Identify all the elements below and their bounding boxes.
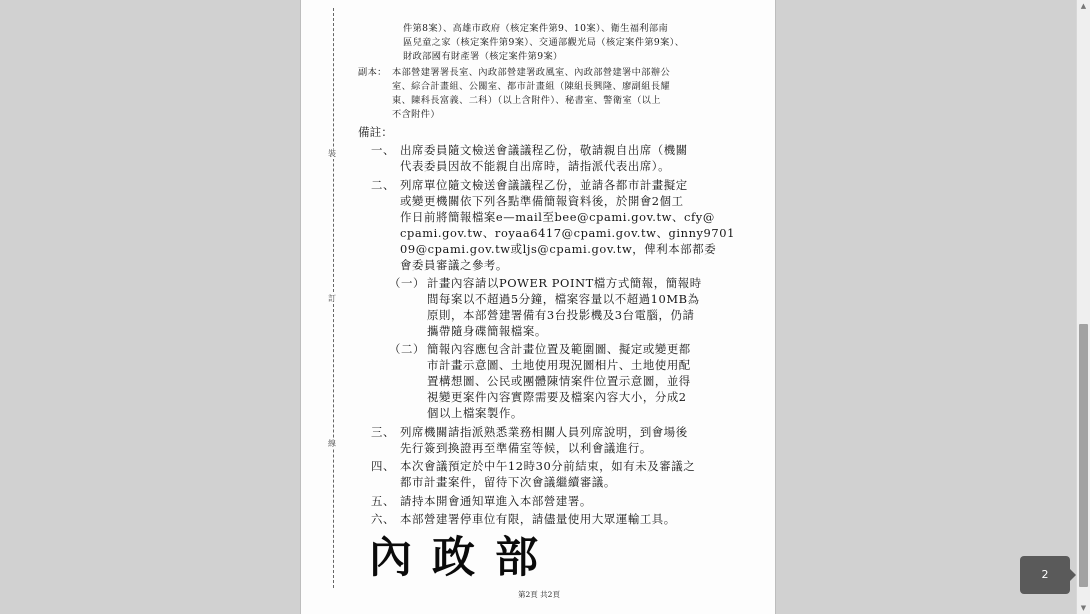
scroll-up-icon[interactable]: ▲ [1080, 2, 1087, 10]
note-1-line-2: 代表委員因故不能親自出席時，請指派代表出席）。 [400, 159, 671, 173]
note-6-number: 六、 [371, 512, 395, 526]
binding-mark-zhuang: 裝 [328, 149, 336, 158]
binding-mark-ding: 訂 [328, 294, 336, 303]
note-2-line-2: 或變更機關依下列各點準備簡報資料後，於開會2個工 [400, 194, 684, 208]
vertical-scrollbar[interactable] [1076, 0, 1090, 614]
page-footer: 第2頁 共2頁 [518, 590, 560, 599]
copy-line-2: 室、綜合計畫組、公關室、都市計畫組（陳組長興隆、廖副組長耀 [392, 81, 671, 92]
note-6-text: 本部營建署停車位有限，請儘量使用大眾運輸工具。 [400, 512, 676, 526]
ministry-seal: 內政部 [369, 533, 558, 583]
subitem-1-line-3: 原則，本部營建署備有3台投影機及3台電腦，仍請 [427, 308, 695, 322]
note-2-line-4: cpami.gov.tw、royaa6417@cpami.gov.tw、ginny9701 [400, 226, 735, 240]
subitem-1-line-1: 計畫內容請以POWER POINT檔方式簡報，簡報時 [427, 276, 702, 290]
subitem-2-number: （二） [389, 342, 425, 356]
copy-line-3: 東、陳科長富義、二科）（以上含附件）、秘書室、警衛室（以上 [392, 95, 661, 106]
recipient-line-2: 區兒童之家（核定案件第9案）、交通部觀光局（核定案件第9案）、 [403, 37, 685, 48]
note-5-number: 五、 [371, 494, 395, 508]
subitem-2-line-3: 置構想圖、公民或團體陳情案件位置示意圖，並得 [427, 374, 691, 388]
page-number-badge[interactable] [1020, 556, 1070, 594]
note-2-line-3: 作日前將簡報檔案e—mail至bee@cpami.gov.tw、cfy@ [400, 210, 715, 224]
page-number-value: 2 [1041, 568, 1049, 581]
subitem-1-line-4: 攜帶隨身碟簡報檔案。 [427, 324, 547, 338]
binding-mark-xian: 線 [328, 439, 336, 448]
subitem-2-line-1: 簡報內容應包含計畫位置及範圍圖、擬定或變更都 [427, 342, 691, 356]
note-3-number: 三、 [371, 425, 395, 439]
copy-label: 副本： [358, 67, 387, 78]
note-2-line-1: 列席單位隨文檢送會議議程乙份，並請各都市計畫擬定 [400, 178, 688, 192]
note-1-number: 一、 [371, 143, 395, 157]
copy-line-1: 本部營建署署長室、內政部營建署政風室、內政部營建署中部辦公 [392, 67, 671, 78]
notes-label: 備註： [358, 125, 393, 139]
document-page [300, 0, 776, 614]
note-3-line-1: 列席機關請指派熟悉業務相關人員列席說明，到會場後 [400, 425, 688, 439]
subitem-1-line-2: 間每案以不超過5分鐘，檔案容量以不超過10MB為 [427, 292, 700, 306]
note-1-line-1: 出席委員隨文檢送會議議程乙份，敬請親自出席（機關 [400, 143, 688, 157]
note-4-number: 四、 [371, 459, 395, 473]
subitem-2-line-5: 個以上檔案製作。 [427, 406, 523, 420]
scrollbar-thumb[interactable] [1079, 324, 1088, 587]
copy-line-4: 不含附件） [392, 109, 440, 120]
arrow-right-icon [1070, 569, 1076, 581]
note-3-line-2: 先行簽到換證再至準備室等候，以利會議進行。 [400, 441, 652, 455]
recipient-line-3: 財政部國有財產署（核定案件第9案） [403, 51, 563, 62]
scroll-down-icon[interactable]: ▼ [1080, 604, 1087, 612]
note-2-line-5: 09@cpami.gov.tw或ljs@cpami.gov.tw，俾利本部都委 [400, 242, 717, 256]
subitem-2-line-4: 視變更案件內容實際需要及檔案內容大小，分成2 [427, 390, 687, 404]
recipient-line-1: 件第8案）、高雄市政府（核定案件第9、10案）、衛生福利部南 [403, 23, 669, 34]
note-5-text: 請持本開會通知單進入本部營建署。 [400, 494, 592, 508]
subitem-2-line-2: 市計畫示意圖、土地使用現況圖相片、土地使用配 [427, 358, 691, 372]
subitem-1-number: （一） [389, 276, 425, 290]
note-4-line-2: 都市計畫案件，留待下次會議繼續審議。 [400, 475, 616, 489]
note-2-line-6: 會委員審議之參考。 [400, 258, 508, 272]
note-2-number: 二、 [371, 178, 395, 192]
note-4-line-1: 本次會議預定於中午12時30分前結束，如有未及審議之 [400, 459, 696, 473]
